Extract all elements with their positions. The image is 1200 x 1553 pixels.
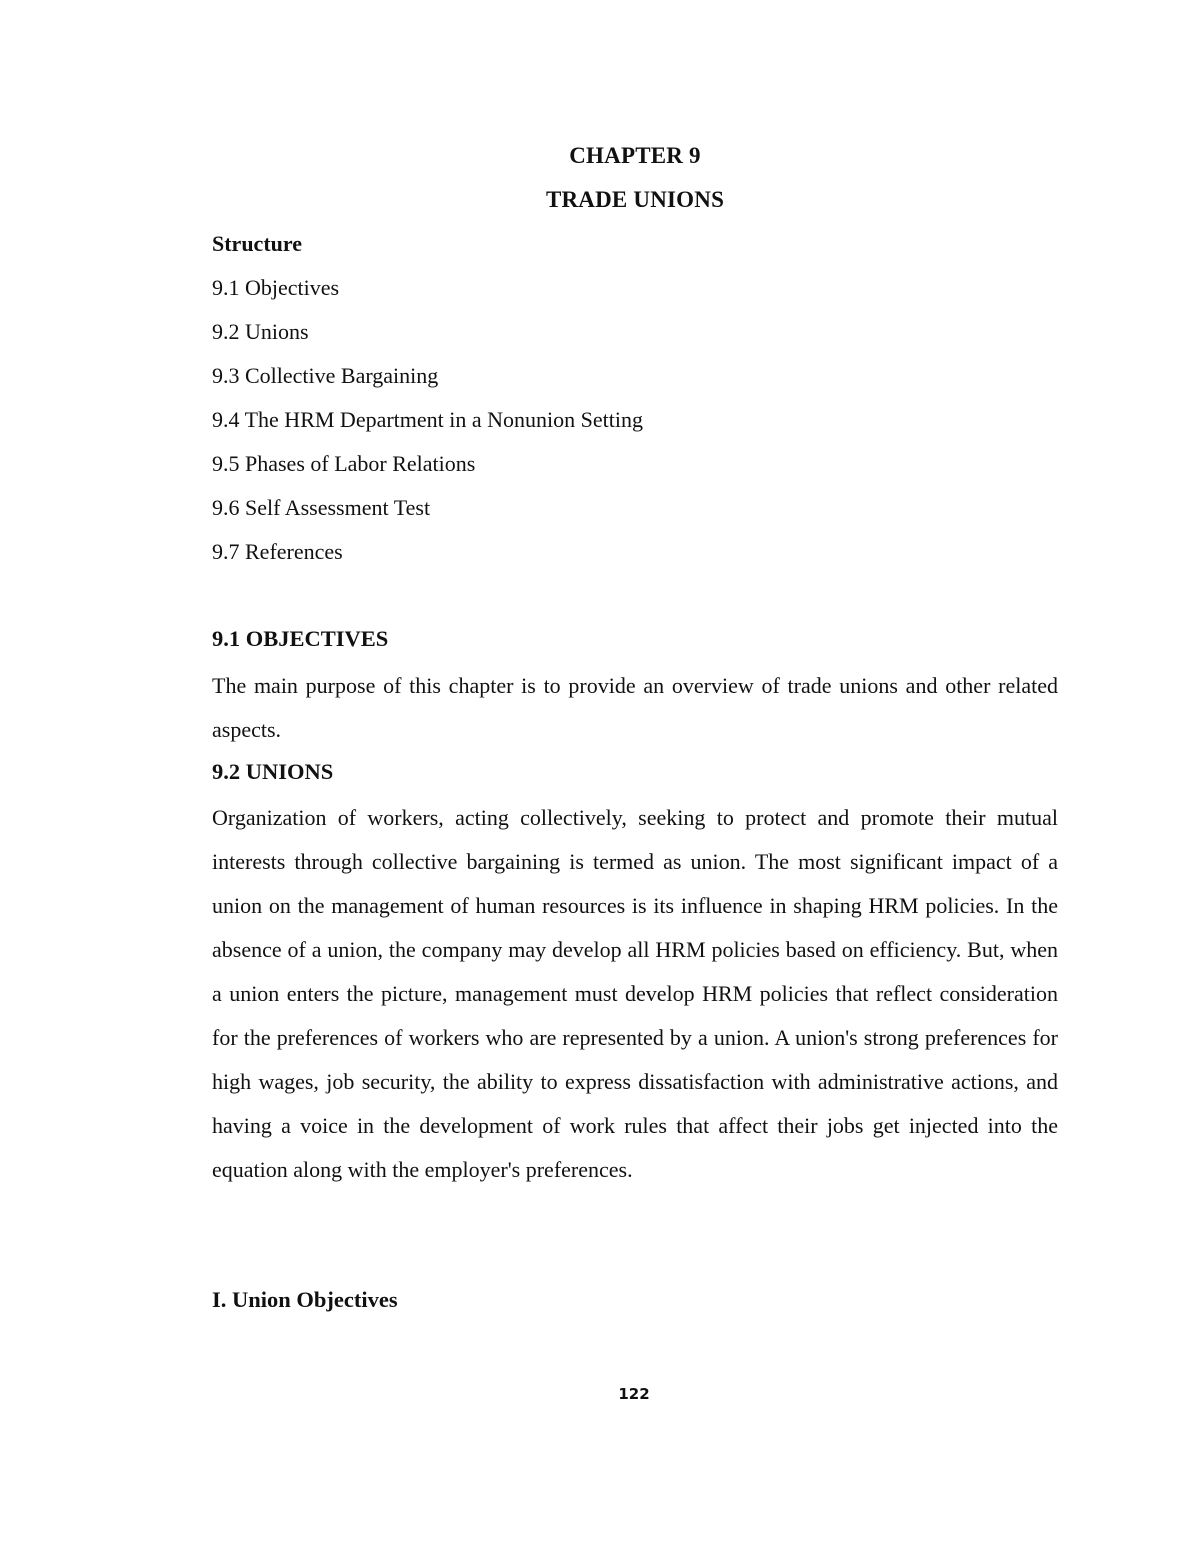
page-number: 122 [618, 1385, 650, 1403]
structure-item: 9.4 The HRM Department in a Nonunion Setting [212, 407, 643, 432]
objectives-heading: 9.1 OBJECTIVES [212, 626, 389, 651]
structure-item: 9.3 Collective Bargaining [212, 363, 439, 388]
structure-item: 9.6 Self Assessment Test [212, 495, 431, 520]
chapter-title: TRADE UNIONS [545, 187, 725, 212]
structure-item: 9.2 Unions [212, 319, 309, 344]
union-objectives-heading: I. Union Objectives [212, 1287, 398, 1312]
structure-item: 9.5 Phases of Labor Relations [212, 451, 476, 476]
objectives-paragraph: The main purpose of this chapter is to provide an overview of trade unions and other related aspects. [212, 673, 1058, 742]
structure-heading: Structure [212, 231, 303, 256]
structure-item: 9.1 Objectives [212, 275, 340, 300]
unions-heading: 9.2 UNIONS [212, 759, 334, 784]
chapter-number: CHAPTER 9 [569, 143, 701, 168]
structure-list [212, 273, 643, 581]
structure-item: 9.7 References [212, 539, 343, 564]
unions-paragraph: Organization of workers, acting collectively, seeking to protect and promote their mutual interests through collective bargaining is termed as union. The most significant impact of a union on the management of human resources is its influence in shaping HRM policies. In the absence of a union, the company may develop all HRM policies based on efficiency. But, when a union enters the picture, management must develop HRM policies that reflect consideration for the preferences of workers who are represented by a union. A union's strong preferences for high wages, job security, the ability to express dissatisfaction with administrative actions, and having a voice in the development of work rules that affect their jobs get injected into the equation along with the employer's preferences. [212, 805, 1058, 1182]
